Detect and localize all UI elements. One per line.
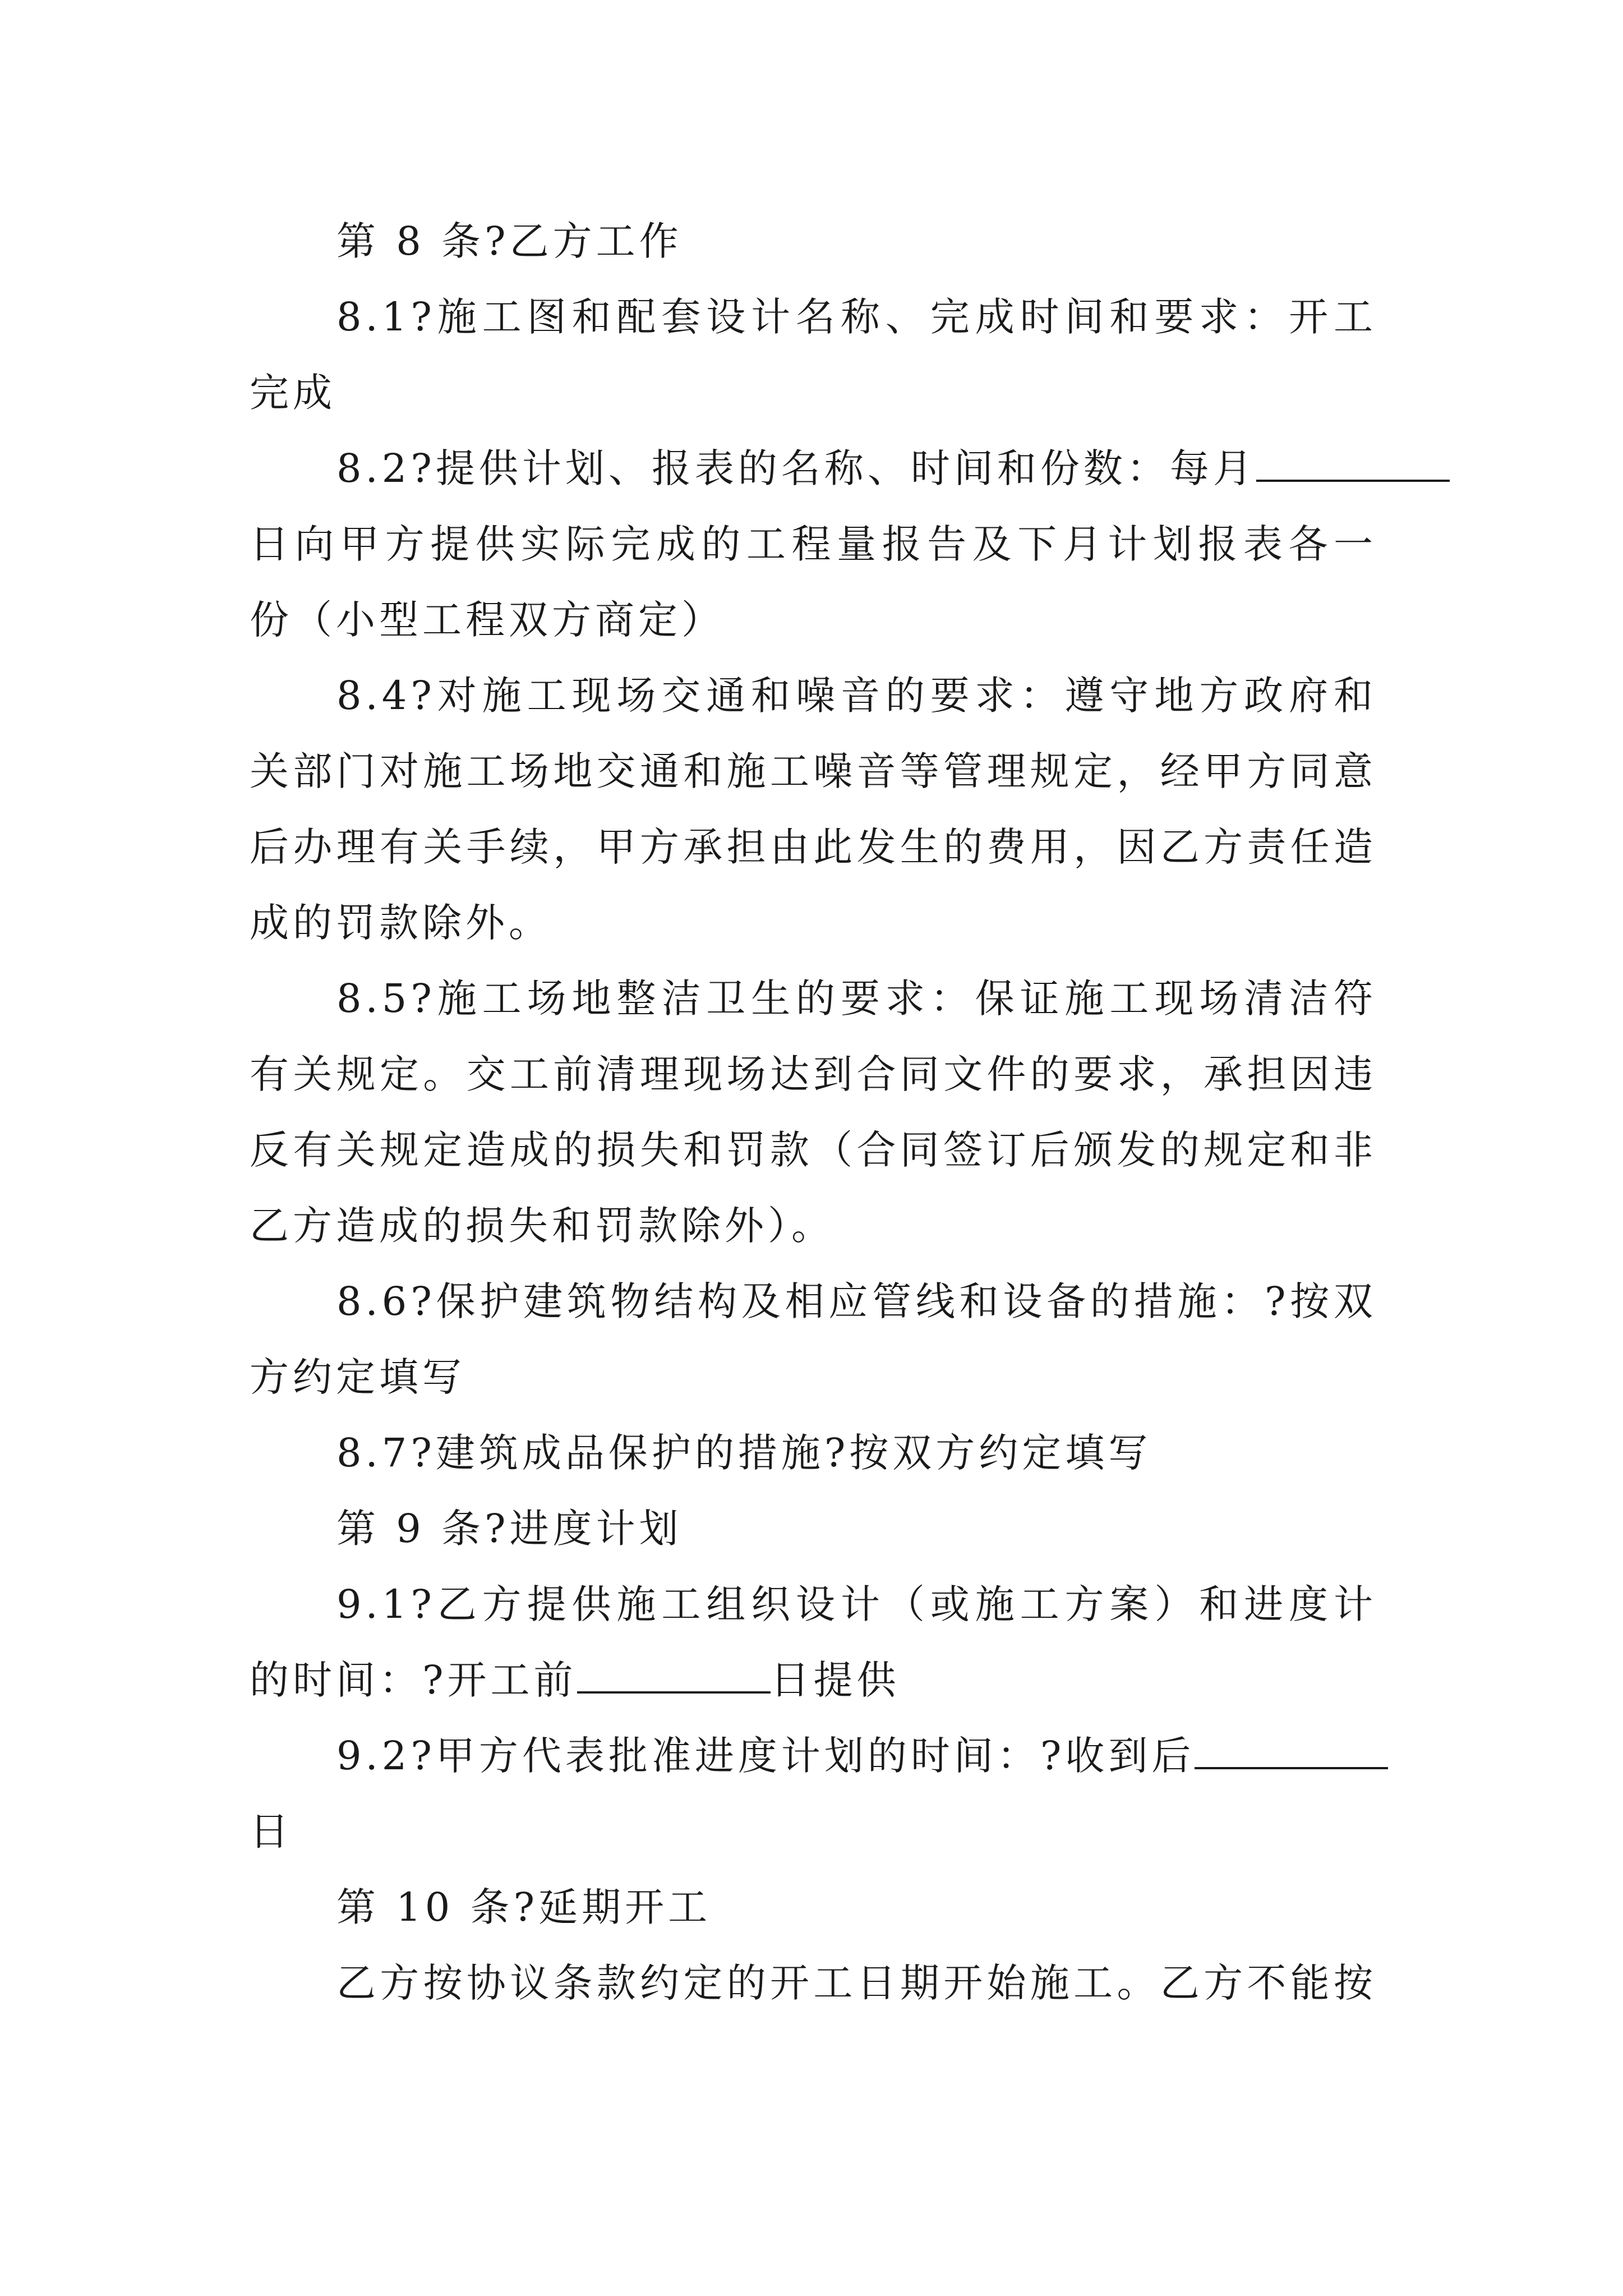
- clause-9-1-tail: 日提供: [770, 1657, 900, 1703]
- clause-8-2: [336, 443, 1377, 494]
- clause-8-4-cont-2: 后办理有关手续，甲方承担由此发生的费用，因乙方责任造: [250, 824, 1377, 870]
- clause-8-2-text: 8.2?提供计划、报表的名称、时间和份数：每月: [336, 445, 1256, 491]
- clause-8-6: 8.6?保护建筑物结构及相应管线和设备的措施：?按双: [336, 1278, 1377, 1324]
- article-10-heading: 第 10 条?延期开工: [336, 1884, 712, 1930]
- clause-8-4: 8.4?对施工现场交通和噪音的要求：遵守地方政府和: [336, 673, 1377, 719]
- clause-8-5-cont-2: 反有关规定造成的损失和罚款（合同签订后颁发的规定和非: [250, 1127, 1377, 1173]
- clause-9-1-text: 的时间：?开工前: [250, 1657, 577, 1703]
- clause-8-1: 8.1?施工图和配套设计名称、完成时间和要求：开工: [336, 294, 1377, 340]
- clause-9-1: 9.1?乙方提供施工组织设计（或施工方案）和进度计: [336, 1581, 1377, 1627]
- clause-8-4-cont: 关部门对施工场地交通和施工噪音等管理规定，经甲方同意: [250, 748, 1377, 794]
- clause-8-5-cont-3: 乙方造成的损失和罚款除外）。: [250, 1203, 834, 1249]
- clause-8-4-cont-3: 成的罚款除外。: [250, 900, 552, 946]
- clause-8-5-cont: 有关规定。交工前清理现场达到合同文件的要求，承担因违: [250, 1051, 1377, 1097]
- clause-9-2-text: 9.2?甲方代表批准进度计划的时间：?收到后: [336, 1733, 1195, 1779]
- fill-in-blank: [1195, 1732, 1388, 1769]
- article-10-body: 乙方按协议条款约定的开工日期开始施工。乙方不能按: [336, 1960, 1377, 2006]
- clause-8-5: 8.5?施工场地整洁卫生的要求：保证施工现场清洁符: [336, 976, 1377, 1022]
- fill-in-blank: [577, 1657, 771, 1694]
- article-8-heading: 第 8 条?乙方工作: [336, 218, 683, 264]
- clause-9-2-cont: 日: [250, 1809, 293, 1855]
- clause-8-6-cont: 方约定填写: [250, 1354, 465, 1400]
- clause-9-2: [336, 1731, 1377, 1781]
- article-9-heading: 第 9 条?进度计划: [336, 1506, 683, 1552]
- clause-8-7: 8.7?建筑成品保护的措施?按双方约定填写: [336, 1430, 1152, 1476]
- clause-9-1-cont: [250, 1655, 1377, 1705]
- clause-8-2-cont-2: 份（小型工程双方商定）: [250, 597, 725, 643]
- clause-8-1-cont: 完成: [250, 370, 336, 416]
- clause-8-2-cont: 日向甲方提供实际完成的工程量报告及下月计划报表各一: [250, 521, 1377, 567]
- fill-in-blank: [1256, 445, 1450, 482]
